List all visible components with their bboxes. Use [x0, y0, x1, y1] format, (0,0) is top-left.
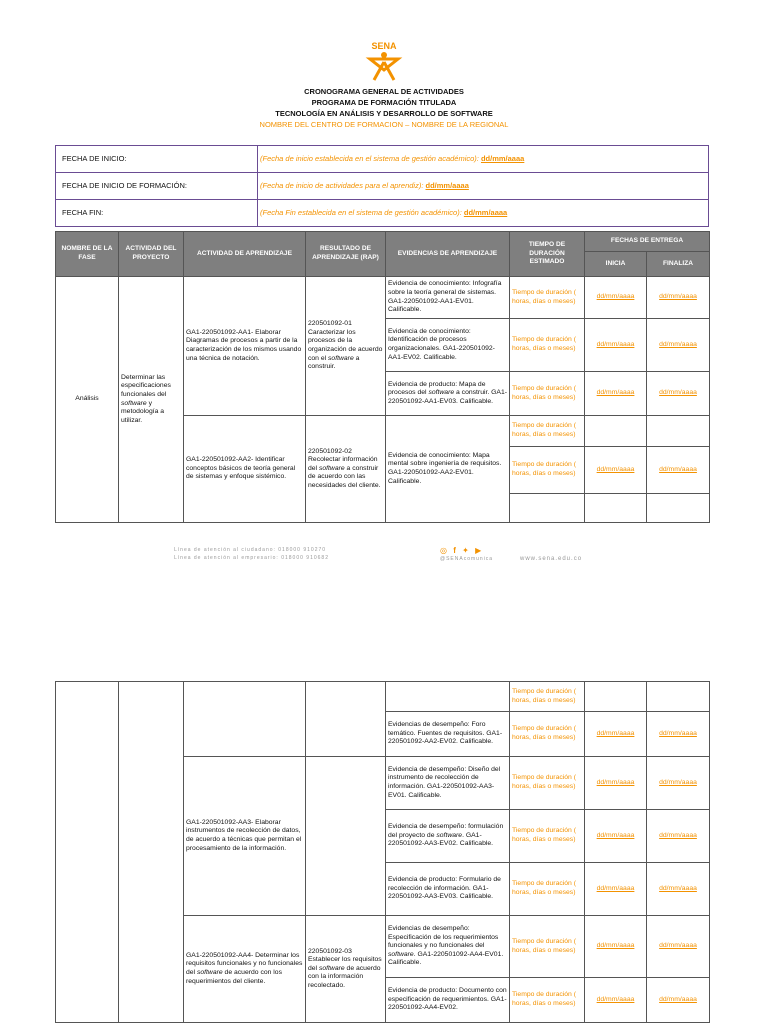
- footer-phones: [174, 546, 329, 562]
- tiempo-cell: Tiempo de duración ( horas, días o meses): [510, 372, 585, 416]
- sena-logo: [356, 40, 412, 84]
- date-end: dd/mm/aaaa: [647, 916, 710, 978]
- start-date-value: (Fecha de inicio establecida en el sistema de gestión académico): dd/mm/aaaa: [258, 146, 709, 173]
- date-end: dd/mm/aaaa: [647, 372, 710, 416]
- aa1-cell: GA1-220501092-AA1- Elaborar Diagramas de procesos a partir de la caracterización de los mismos usando una técnica de notación.: [184, 277, 306, 416]
- training-date-value: (Fecha de inicio de actividades para el aprendiz): dd/mm/aaaa: [258, 173, 709, 200]
- rap2-cell: 220501092-02 Recolectar información del software a construir de acuerdo con las necesidades del cliente.: [306, 416, 386, 523]
- empty-cell: [510, 494, 585, 523]
- rap1-cell: 220501092-01 Caracterizar los procesos de la organización de acuerdo con el software a construir.: [306, 277, 386, 416]
- empty-rap-cell: [306, 682, 386, 757]
- instagram-icon: ◎: [440, 546, 447, 555]
- col-tiempo: TIEMPO DE DURACIÓN ESTIMADO: [510, 232, 585, 277]
- footer-line1: Línea de atención al ciudadano: 018000 910270: [174, 547, 327, 553]
- fase-cell: Análisis: [56, 277, 119, 523]
- empty-cell: [386, 682, 510, 712]
- evidence-cell: Evidencias de desempeño: Foro temático. Fuentes de requisitos. GA1-220501092-AA2-EV02. Calificable.: [386, 712, 510, 757]
- tiempo-cell: Tiempo de duración ( horas, días o meses): [510, 712, 585, 757]
- rap3-cell: 220501092-03 Establecer los requisitos del software de acuerdo con la información recolectado.: [306, 916, 386, 1023]
- tiempo-cell: Tiempo de duración ( horas, días o meses): [510, 810, 585, 863]
- date-start: dd/mm/aaaa: [585, 277, 647, 319]
- date-start: dd/mm/aaaa: [585, 319, 647, 372]
- col-inicia: INICIA: [585, 252, 647, 277]
- logo-text: SENA: [371, 41, 397, 51]
- document-header: [0, 86, 768, 130]
- date-end: dd/mm/aaaa: [647, 319, 710, 372]
- date-end: dd/mm/aaaa: [647, 757, 710, 810]
- tiempo-cell: Tiempo de duración ( horas, días o meses): [510, 447, 585, 494]
- footer-line2: Línea de atención al empresario: 018000 910682: [174, 555, 329, 561]
- header-line2: PROGRAMA DE FORMACIÓN TITULADA: [311, 98, 457, 107]
- date-start: dd/mm/aaaa: [585, 757, 647, 810]
- date-start: dd/mm/aaaa: [585, 372, 647, 416]
- date-end: dd/mm/aaaa: [647, 863, 710, 916]
- empty-actividad-cell: [119, 682, 184, 1023]
- twitter-icon: ✦: [462, 546, 469, 555]
- empty-fase-cell: [56, 682, 119, 1023]
- dates-table: [55, 145, 709, 227]
- aa3-cell: GA1-220501092-AA3- Elaborar instrumentos de recolección de datos, de acuerdo a técnicas que permitan el procesamiento de la información.: [184, 757, 306, 916]
- date-end: dd/mm/aaaa: [647, 712, 710, 757]
- facebook-icon: f: [453, 546, 456, 555]
- empty-cell: [585, 494, 647, 523]
- date-end: dd/mm/aaaa: [647, 978, 710, 1023]
- empty-rap-cell: [306, 757, 386, 916]
- empty-cell: [647, 416, 710, 447]
- date-start: dd/mm/aaaa: [585, 978, 647, 1023]
- empty-aa-cell: [184, 682, 306, 757]
- evidence-cell: Evidencia de producto: Formulario de recolección de información. GA1- 220501092-AA3-EV03. Calificable.: [386, 863, 510, 916]
- youtube-icon: ▶: [475, 546, 482, 555]
- header-line1: CRONOGRAMA GENERAL DE ACTIVIDADES: [304, 87, 464, 96]
- evidence-cell: Evidencia de conocimiento: Identificación de procesos organizacionales. GA1-220501092-AA1-EV02. Calificable.: [386, 319, 510, 372]
- empty-cell: [647, 682, 710, 712]
- col-actividad-proyecto: ACTIVIDAD DEL PROYECTO: [119, 232, 184, 277]
- evidence-cell: Evidencia de desempeño: formulación del proyecto de software. GA1-220501092-AA3-EV02. Calificable.: [386, 810, 510, 863]
- col-rap: RESULTADO DE APRENDIZAJE (RAP): [306, 232, 386, 277]
- schedule-table-page1: [55, 231, 710, 523]
- col-fechas: FECHAS DE ENTREGA: [585, 232, 710, 252]
- empty-cell: [647, 494, 710, 523]
- date-start: dd/mm/aaaa: [585, 916, 647, 978]
- evidence-cell: Evidencia de conocimiento: Mapa mental sobre ingeniería de requisitos. GA1-220501092-AA2-EV01. Calificable.: [386, 416, 510, 523]
- aa4-cell: GA1-220501092-AA4- Determinar los requisitos funcionales y no funcionales del software de acuerdo con los requerimientos del cliente.: [184, 916, 306, 1023]
- social-handle: @SENAcomunica: [440, 556, 494, 562]
- start-date-label: FECHA DE INICIO:: [56, 146, 258, 173]
- col-actividad-aprendizaje: ACTIVIDAD DE APRENDIZAJE: [184, 232, 306, 277]
- tiempo-cell: Tiempo de duración ( horas, días o meses): [510, 416, 585, 447]
- empty-cell: [585, 416, 647, 447]
- tiempo-cell: Tiempo de duración ( horas, días o meses): [510, 319, 585, 372]
- tiempo-cell: Tiempo de duración ( horas, días o meses): [510, 916, 585, 978]
- actividad-proyecto-cell: Determinar las especificaciones funcionales del software y metodología a utilizar.: [119, 277, 184, 523]
- website: www.sena.edu.co: [520, 556, 583, 562]
- aa2-cell: GA1-220501092-AA2- Identificar conceptos básicos de teoría general de sistemas y enfoque sistémico.: [184, 416, 306, 523]
- date-start: dd/mm/aaaa: [585, 863, 647, 916]
- empty-cell: [585, 682, 647, 712]
- tiempo-cell: Tiempo de duración ( horas, días o meses): [510, 978, 585, 1023]
- header-line3: TECNOLOGÍA EN ANÁLISIS Y DESARROLLO DE SOFTWARE: [275, 109, 493, 118]
- header-line4: NOMBRE DEL CENTRO DE FORMACION – NOMBRE DE LA REGIONAL: [259, 120, 509, 129]
- date-start: dd/mm/aaaa: [585, 447, 647, 494]
- social-icons: [440, 546, 493, 555]
- date-end: dd/mm/aaaa: [647, 447, 710, 494]
- evidence-cell: Evidencia de producto: Mapa de procesos del software a construir. GA1-220501092-AA1-EV03. Calificable.: [386, 372, 510, 416]
- date-end: dd/mm/aaaa: [647, 810, 710, 863]
- tiempo-cell: Tiempo de duración ( horas, días o meses): [510, 757, 585, 810]
- end-date-value: (Fecha Fin establecida en el sistema de gestión académico): dd/mm/aaaa: [258, 200, 709, 227]
- col-finaliza: FINALIZA: [647, 252, 710, 277]
- footer-social: [440, 546, 493, 563]
- schedule-table-page2: [55, 681, 710, 1023]
- col-fase: NOMBRE DE LA FASE: [56, 232, 119, 277]
- end-date-label: FECHA FIN:: [56, 200, 258, 227]
- training-date-label: FECHA DE INICIO DE FORMACIÓN:: [56, 173, 258, 200]
- date-start: dd/mm/aaaa: [585, 810, 647, 863]
- date-start: dd/mm/aaaa: [585, 712, 647, 757]
- evidence-cell: Evidencia de conocimiento: Infografía sobre la teoría general de sistemas. GA1-220501092-AA1-EV01. Calificable.: [386, 277, 510, 319]
- tiempo-cell: Tiempo de duración ( horas, días o meses): [510, 682, 585, 712]
- evidence-cell: Evidencia de producto: Documento con especificación de requerimientos. GA1-220501092-AA4-EV02.: [386, 978, 510, 1023]
- col-evidencias: EVIDENCIAS DE APRENDIZAJE: [386, 232, 510, 277]
- evidence-cell: Evidencias de desempeño: Especificación de los requerimientos funcionales y no funcionales del software. GA1-220501092-AA4-EV01. Calificable.: [386, 916, 510, 978]
- tiempo-cell: Tiempo de duración ( horas, días o meses): [510, 863, 585, 916]
- tiempo-cell: Tiempo de duración ( horas, días o meses): [510, 277, 585, 319]
- evidence-cell: Evidencia de desempeño: Diseño del instrumento de recolección de información. GA1-220501092-AA3-EV01. Calificable.: [386, 757, 510, 810]
- date-end: dd/mm/aaaa: [647, 277, 710, 319]
